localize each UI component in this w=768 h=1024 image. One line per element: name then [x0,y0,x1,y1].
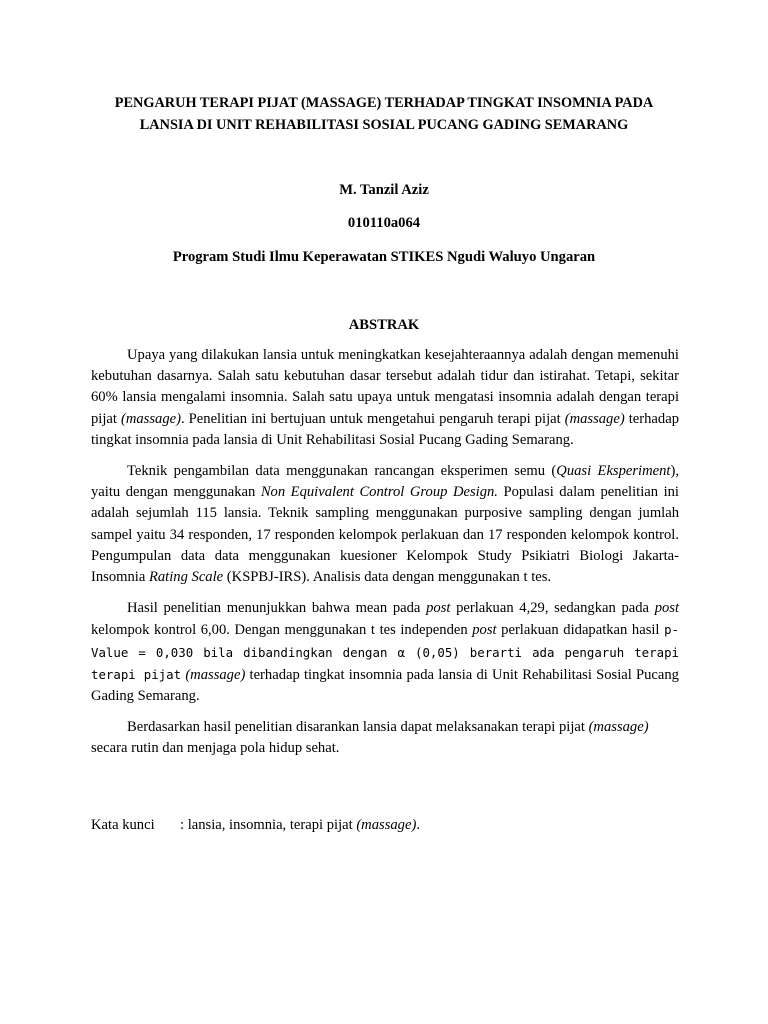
abstract-paragraph-3 [91,598,679,707]
italic-term: Non Equivalent Control Group Design. [260,484,498,501]
italic-term: post [426,600,451,617]
text-run: perlakuan 4,29, sedangkan pada [450,600,655,617]
italic-term: Quasi Eksperiment [556,463,671,480]
italic-term: (massage) [120,410,181,427]
text-run: Populasi dalam penelitian ini adalah sejumlah 115 lansia. Teknik sampling menggunakan purposive sampling dengan jumlah sampel yaitu 34 responden, 17 responden kelompok perlakuan dan 17 responden kelompok kontrol. Pengumpulan data data menggunakan kuesioner Kelompok Study Psikiatri Biologi Jakarta-Insomnia [91,484,679,586]
keywords-line [91,815,420,835]
keywords-italic: (massage) [356,817,417,833]
p-value-text: p-Value = 0,030 bila dibandingkan dengan α (0,05) berarti ada pengaruh terapi terapi pijat [91,622,679,682]
italic-term: Rating Scale [148,569,224,586]
text-run: Upaya yang dilakukan lansia untuk meningkatkan kesejahteraannya adalah dengan memenuhi kebutuhan dasarnya. Salah satu kebutuhan dasar tersebut adalah tidur dan istirahat. Tetapi, sekitar 60% lansia mengalami insomnia. Salah satu upaya untuk mengatasi insomnia adalah dengan terapi pijat [91,347,679,427]
italic-term: (massage) [564,410,625,427]
text-run: . Penelitian ini bertujuan untuk mengetahui pengaruh terapi pijat [180,410,565,427]
italic-term: post [472,622,497,639]
text-run: perlakuan didapatkan hasil [496,622,665,639]
text-run: terhadap tingkat insomnia pada lansia di Unit Rehabilitasi Sosial Pucang Gading Semarang. [91,666,679,705]
text-run: terhadap tingkat insomnia pada lansia di Unit Rehabilitasi Sosial Pucang Gading Semarang. [91,410,679,448]
title-line-2: LANSIA DI UNIT REHABILITASI SOSIAL PUCANG GADING SEMARANG [139,117,629,133]
italic-term: (massage) [185,666,246,683]
text-run: (KSPBJ-IRS). Analisis data dengan menggunakan t tes. [223,569,552,586]
affiliation: Program Studi Ilmu Keperawatan STIKES Ngudi Waluyo Ungaran [172,249,596,265]
italic-term: post [654,600,680,617]
abstract-heading: ABSTRAK [348,317,420,333]
text-run: Teknik pengambilan data menggunakan rancangan eksperimen semu ( [127,463,557,480]
keywords-end: . [416,817,420,833]
paper-title [60,92,708,136]
text-run: kelompok kontrol 6,00. Dengan menggunakan t tes independen [91,622,473,639]
keywords-label: Kata kunci [91,817,155,833]
keywords-value: : lansia, insomnia, terapi pijat [180,817,357,833]
text-run: secara rutin dan menjaga pola hidup sehat. [91,740,340,757]
abstract-body [91,345,679,770]
title-line-1: PENGARUH TERAPI PIJAT (MASSAGE) TERHADAP TINGKAT INSOMNIA PADA [114,95,654,111]
abstract-paragraph-2 [91,461,679,588]
abstract-paragraph-1 [91,345,679,451]
author-name: M. Tanzil Aziz [339,182,429,198]
abstract-paragraph-4 [91,717,679,759]
italic-term: (massage) [588,719,649,736]
text-run: Berdasarkan hasil penelitian disarankan lansia dapat melaksanakan terapi pijat [127,719,589,736]
text-run: Hasil penelitian menunjukkan bahwa mean pada [127,600,427,617]
text-run: ), yaitu dengan menggunakan [91,463,679,501]
student-id: 010110a064 [347,215,421,231]
